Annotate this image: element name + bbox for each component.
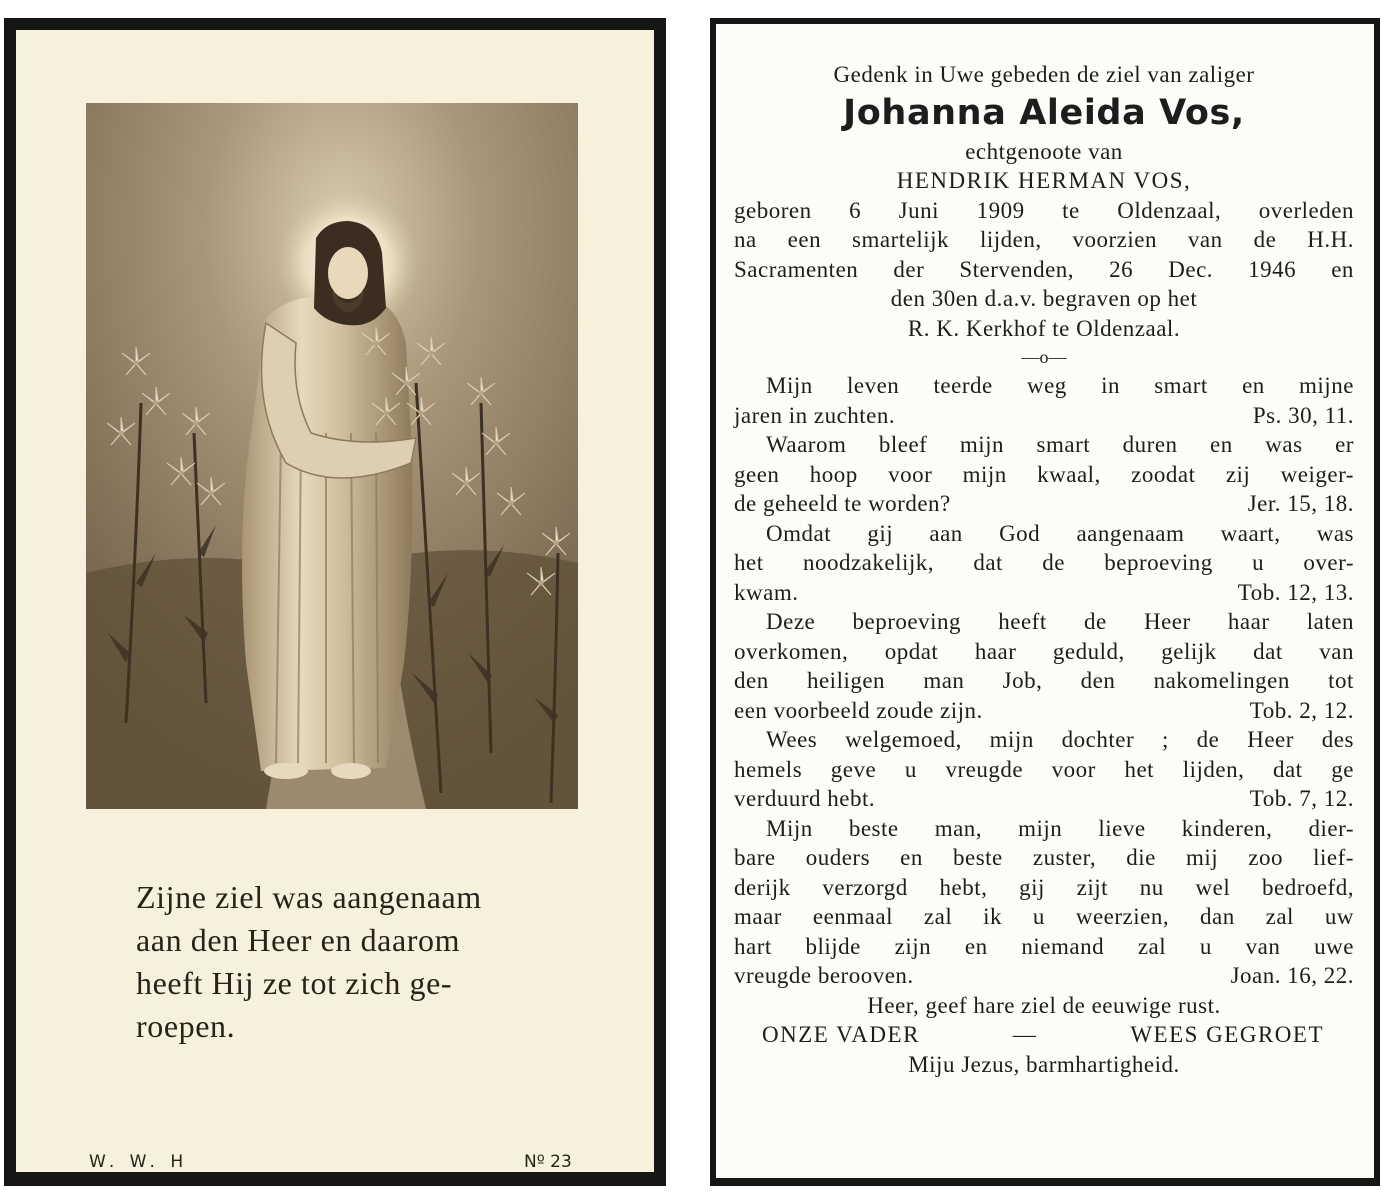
- verse-last-line: [734, 578, 1354, 608]
- prayer-our-father: ONZE VADER: [762, 1022, 920, 1047]
- verse-text-line: overkomen, opdat haar geduld, gelijk dat van: [734, 638, 1354, 664]
- verse-reference: Tob. 12, 13.: [1237, 579, 1354, 605]
- verse-text-end: de geheeld te worden?: [734, 491, 951, 516]
- deceased-name: Johanna Aleida Vos,: [843, 92, 1245, 133]
- bio-line: geboren 6 Juni 1909 te Oldenzaal, overleden: [734, 197, 1354, 223]
- memorial-text: [734, 60, 1354, 1079]
- verse-block: [734, 607, 1354, 725]
- verse-text-line: bare ouders en beste zuster, die mij zoo lief-: [734, 845, 1354, 870]
- verse-text-line: den heiligen man Job, den nakomelingen tot: [734, 668, 1354, 693]
- jesus-with-lilies-picture: [86, 103, 578, 809]
- spouse-intro: echtgenoote van: [965, 138, 1123, 164]
- verse-text-end: kwam.: [734, 579, 799, 605]
- verse-line: aan den Heer en daarom: [136, 922, 461, 958]
- bio-line: den 30en d.a.v. begraven op het: [890, 286, 1198, 311]
- verse-block: [734, 814, 1354, 991]
- verse-last-line: [734, 961, 1354, 991]
- verse-text-line: Wees welgemoed, mijn dochter ; de Heer des: [766, 727, 1354, 752]
- verse-last-line: [734, 401, 1354, 431]
- final-line: Miju Jezus, barmhartigheid.: [908, 1051, 1180, 1077]
- verse-text-end: vreugde berooven.: [734, 963, 914, 988]
- verse-line: Zijne ziel was aangenaam: [136, 879, 482, 915]
- verse-block: [734, 371, 1354, 430]
- verse-line: heeft Hij ze tot zich ge-: [136, 965, 453, 1001]
- verse-reference: Tob. 2, 12.: [1249, 697, 1354, 723]
- verse-text-end: verduurd hebt.: [734, 786, 876, 811]
- bio-line: Sacramenten der Stervenden, 26 Dec. 1946 en: [734, 256, 1354, 282]
- verse-reference: Jer. 15, 18.: [1247, 491, 1354, 516]
- verse-block: [734, 519, 1354, 608]
- verse-reference: Ps. 30, 11.: [1252, 402, 1354, 428]
- verse-text-line: Mijn beste man, mijn lieve kinderen, dier-: [766, 815, 1354, 841]
- verse-last-line: [734, 784, 1354, 814]
- card-number: Nº 23: [524, 1152, 572, 1172]
- publisher-mark: W. W. H: [89, 1152, 189, 1172]
- memorial-card-front: [4, 18, 666, 1186]
- verse-text-line: geen hoop voor mijn kwaal, zoodat zij weiger-: [734, 461, 1354, 487]
- memorial-card-back: [710, 18, 1380, 1186]
- verse-text-line: maar eenmaal zal ik u weerzien, dan zal uw: [734, 904, 1354, 929]
- verse-text-line: Deze beproeving heeft de Heer haar laten: [766, 609, 1354, 634]
- verse-text-line: het noodzakelijk, dat de beproeving u over-: [734, 550, 1354, 575]
- closing-prayer: Heer, geef hare ziel de eeuwige rust.: [867, 992, 1221, 1018]
- card-back-paper: [716, 24, 1374, 1178]
- verse-text-line: Mijn leven teerde weg in smart en mijne: [766, 373, 1354, 398]
- verse-text-end: een voorbeeld zoude zijn.: [734, 697, 983, 723]
- verse-text-line: Omdat gij aan God aangenaam waart, was: [766, 520, 1354, 546]
- verse-text-line: Waarom bleef mijn smart duren en was er: [766, 432, 1354, 457]
- verse-reference: Tob. 7, 12.: [1249, 786, 1354, 811]
- bio-line: na een smartelijk lijden, voorzien van de H.H.: [734, 227, 1354, 252]
- bio-line: R. K. Kerkhof te Oldenzaal.: [907, 315, 1181, 341]
- verse-text-end: jaren in zuchten.: [734, 402, 896, 428]
- verse-line: roepen.: [136, 1008, 236, 1044]
- verse-text-line: hemels geve u vreugde voor het lijden, dat ge: [734, 756, 1354, 782]
- intro-line: Gedenk in Uwe gebeden de ziel van zaliger: [833, 62, 1255, 87]
- prayer-dash: —: [1012, 1022, 1038, 1047]
- prayer-hail-mary: WEES GEGROET: [1130, 1022, 1324, 1047]
- verse-block: [734, 725, 1354, 814]
- prayers-line: [734, 1020, 1354, 1050]
- memorial-verse: [136, 876, 566, 1048]
- verse-last-line: [734, 489, 1354, 519]
- card-front-paper: [16, 30, 654, 1172]
- verse-block: [734, 430, 1354, 519]
- verse-last-line: [734, 696, 1354, 726]
- verse-text-line: hart blijde zijn en niemand zal u van uwe: [734, 933, 1354, 959]
- verse-reference: Joan. 16, 22.: [1230, 963, 1354, 988]
- verse-text-line: derijk verzorgd hebt, gij zijt nu wel bedroefd,: [734, 874, 1354, 900]
- separator: —o—: [1021, 347, 1067, 367]
- scripture-verses: [734, 371, 1354, 991]
- spouse-name: HENDRIK HERMAN VOS,: [896, 168, 1192, 193]
